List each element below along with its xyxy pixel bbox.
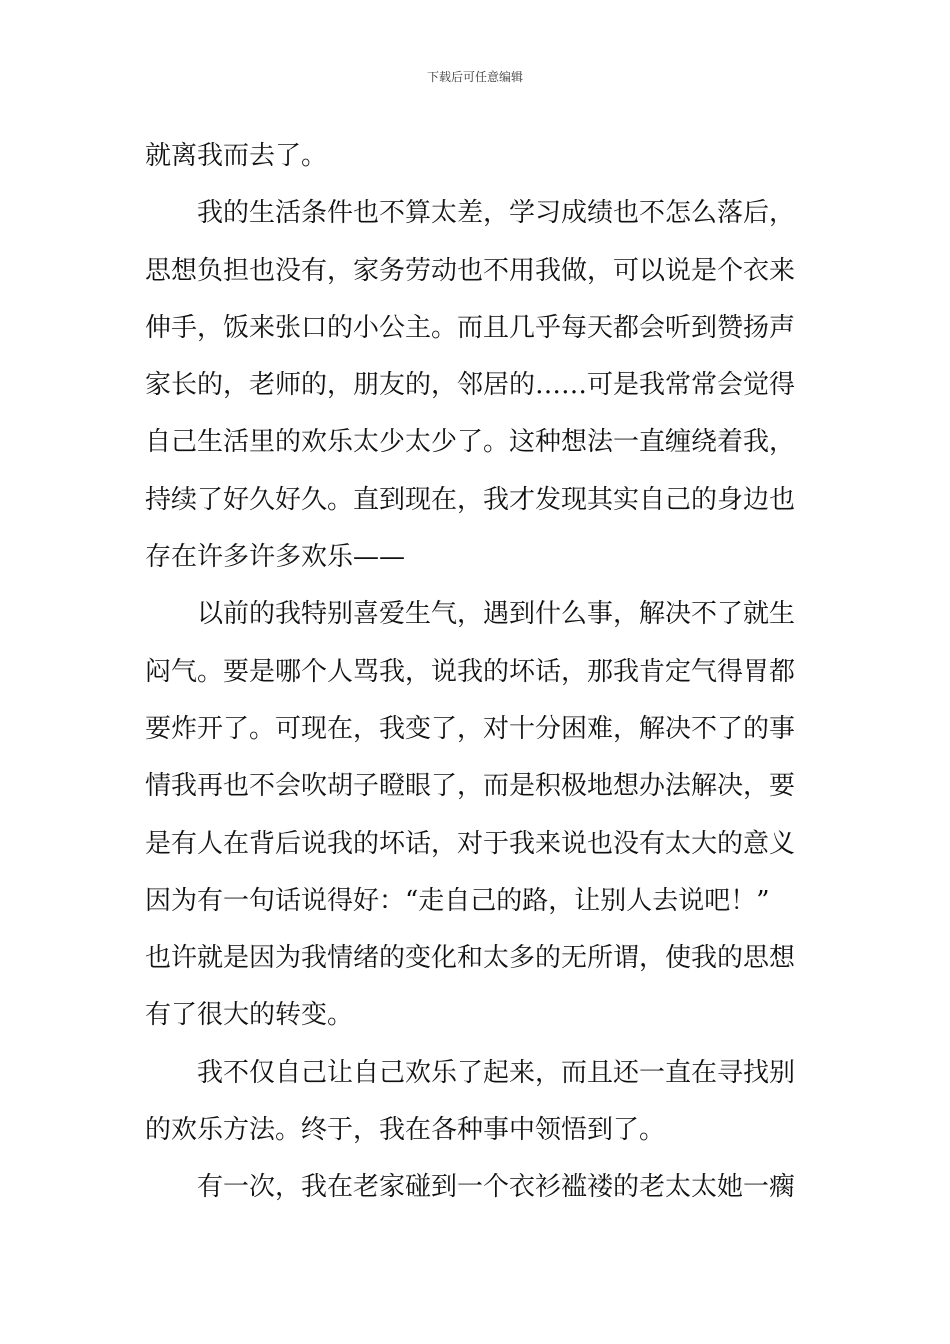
text-line: 有一次，我在老家碰到一个衣衫褴褛的老太太她一瘸 xyxy=(197,1172,796,1203)
text-line: 伸手，饭来张口的小公主。而且几乎每天都会听到赞扬声 xyxy=(145,312,796,343)
text-line: 闷气。要是哪个人骂我，说我的坏话，那我肯定气得胃都 xyxy=(145,656,796,687)
text-line: 要炸开了。可现在，我变了，对十分困难，解决不了的事 xyxy=(145,713,796,744)
text-line: 有了很大的转变。 xyxy=(145,1000,354,1031)
text-line: 自己生活里的欢乐太少太少了。这种想法一直缠绕着我， xyxy=(145,427,796,458)
text-line: 是有人在背后说我的坏话，对于我来说也没有太大的意义 xyxy=(145,828,796,859)
text-line: 持续了好久好久。直到现在，我才发现其实自己的身边也 xyxy=(145,484,796,515)
text-line: 我的生活条件也不算太差，学习成绩也不怎么落后， xyxy=(197,198,796,229)
text-line: 以前的我特别喜爱生气，遇到什么事，解决不了就生 xyxy=(197,599,796,630)
text-line: 我不仅自己让自己欢乐了起来，而且还一直在寻找别 xyxy=(197,1057,796,1088)
text-line: 也许就是因为我情绪的变化和太多的无所谓，使我的思想 xyxy=(145,943,796,974)
text-line: 情我再也不会吹胡子瞪眼了，而是积极地想办法解决，要 xyxy=(145,771,796,802)
text-line: 因为有一句话说得好：“走自己的路，让别人去说吧！” xyxy=(145,885,770,916)
text-line: 就离我而去了。 xyxy=(145,141,328,171)
page-header: 下载后可任意编辑 xyxy=(426,70,523,84)
text-line: 思想负担也没有，家务劳动也不用我做，可以说是个衣来 xyxy=(145,255,796,286)
text-line: 存在许多许多欢乐—— xyxy=(145,542,406,573)
document-body xyxy=(145,128,809,1217)
text-line: 家长的，老师的，朋友的，邻居的……可是我常常会觉得 xyxy=(145,370,796,401)
text-line: 的欢乐方法。终于，我在各种事中领悟到了。 xyxy=(145,1115,666,1146)
